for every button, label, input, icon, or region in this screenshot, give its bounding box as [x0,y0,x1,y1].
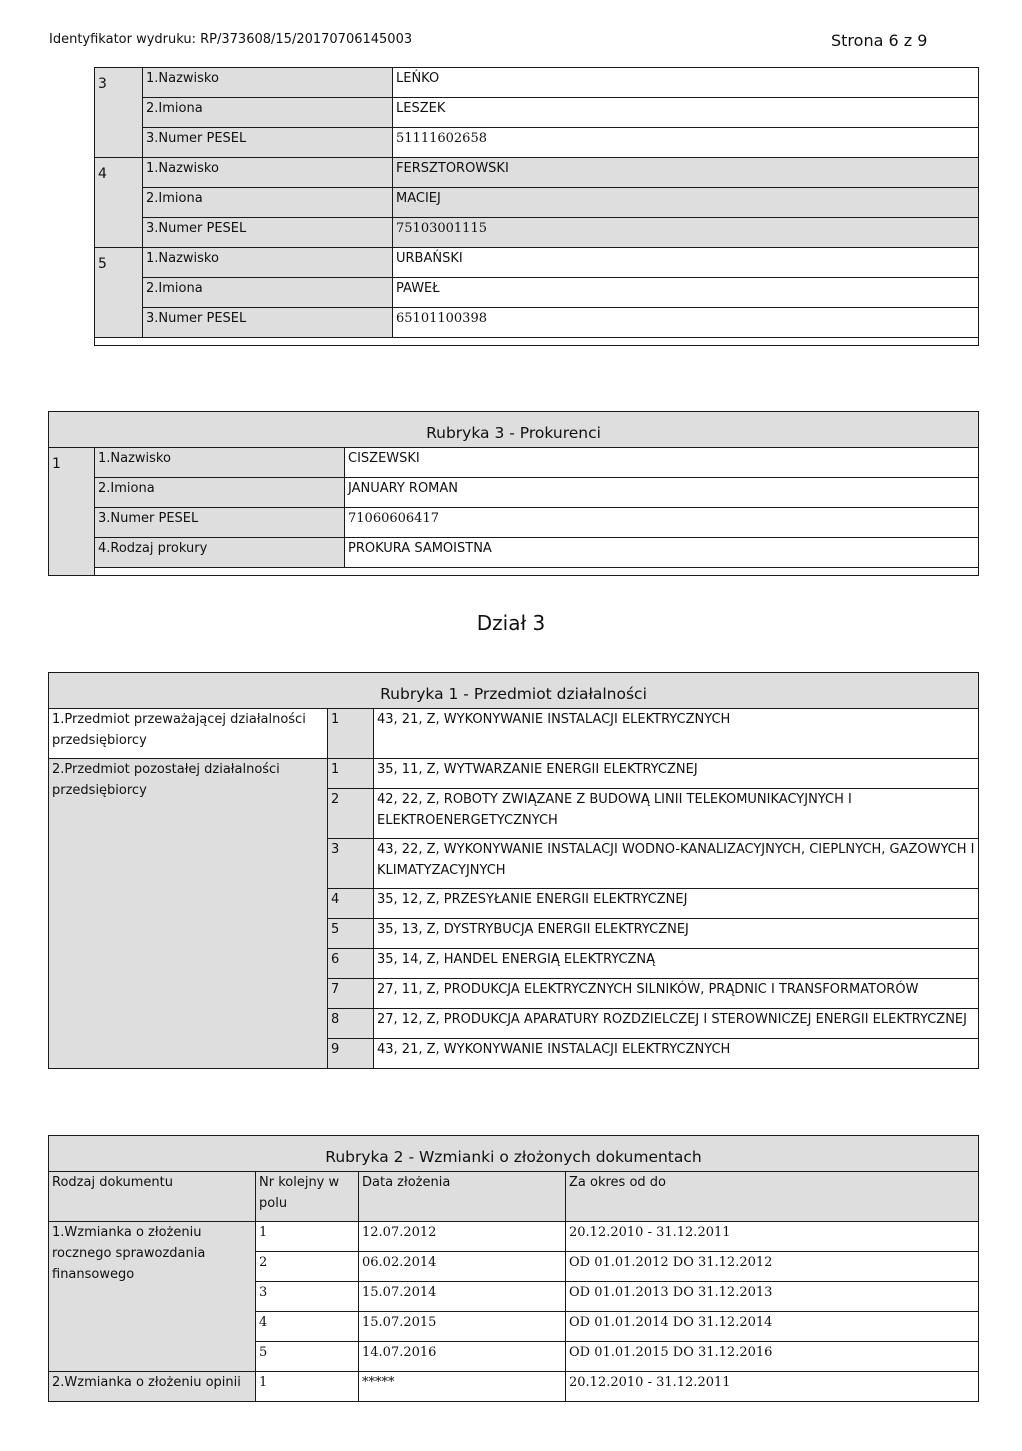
person-number: 3 [95,68,143,158]
filing-date: 06.02.2014 [359,1252,566,1282]
page-number: Strona 6 z 9 [831,31,928,50]
section-heading: Rubryka 2 - Wzmianki o złożonych dokumentach [49,1136,979,1172]
field-value: JANUARY ROMAN [345,478,979,508]
row-number: 2 [328,789,374,839]
column-header: Data złożenia [359,1172,566,1222]
przedmiot-table [48,672,979,1069]
field-label: 3.Numer PESEL [143,128,393,158]
row-number: 2 [256,1252,359,1282]
table-footer-row [49,568,979,576]
person-3 [95,68,979,158]
field-value: PROKURA SAMOISTNA [345,538,979,568]
print-identifier: Identyfikator wydruku: RP/373608/15/20170706145003 [49,32,413,47]
period: 20.12.2010 - 31.12.2011 [566,1222,979,1252]
activity-text: 27, 11, Z, PRODUKCJA ELEKTRYCZNYCH SILNIKÓW, PRĄDNIC I TRANSFORMATORÓW [374,979,979,1009]
row-number: 1 [256,1372,359,1402]
row-number: 3 [328,839,374,889]
section-heading: Rubryka 3 - Prokurenci [49,412,979,448]
wzmianki-table [48,1135,979,1402]
person-number: 4 [95,158,143,248]
row-number: 1 [328,709,374,759]
period: 20.12.2010 - 31.12.2011 [566,1372,979,1402]
activity-text: 35, 13, Z, DYSTRYBUCJA ENERGII ELEKTRYCZNEJ [374,919,979,949]
activity-text: 27, 12, Z, PRODUKCJA APARATURY ROZDZIELCZEJ I STEROWNICZEJ ENERGII ELEKTRYCZNEJ [374,1009,979,1039]
section-heading: Rubryka 1 - Przedmiot działalności [49,673,979,709]
field-label: 1.Nazwisko [143,68,393,98]
filing-date: 15.07.2015 [359,1312,566,1342]
document-type-label: 2.Wzmianka o złożeniu opinii [49,1372,256,1402]
field-label: 2.Imiona [143,98,393,128]
section-title: Dział 3 [476,611,546,635]
names-value: LESZEK [393,98,979,128]
row-number: 8 [328,1009,374,1039]
field-label: 4.Rodzaj prokury [95,538,345,568]
row-number: 9 [328,1039,374,1069]
spacer-cell [95,338,979,346]
field-label: 3.Numer PESEL [143,308,393,338]
row-number: 5 [328,919,374,949]
period: OD 01.01.2015 DO 31.12.2016 [566,1342,979,1372]
filing-date: 12.07.2012 [359,1222,566,1252]
surname-value: URBAŃSKI [393,248,979,278]
prokurent-number: 1 [49,448,95,576]
field-label: 3.Numer PESEL [95,508,345,538]
other-activity-label: 2.Przedmiot pozostałej działalności przedsiębiorcy [49,759,328,1069]
activity-text: 42, 22, Z, ROBOTY ZWIĄZANE Z BUDOWĄ LINII TELEKOMUNIKACYJNYCH I ELEKTROENERGETYCZNYCH [374,789,979,839]
row-number: 4 [328,889,374,919]
field-label: 1.Nazwisko [143,158,393,188]
activity-text: 35, 11, Z, WYTWARZANIE ENERGII ELEKTRYCZNEJ [374,759,979,789]
row-number: 4 [256,1312,359,1342]
pesel-value: 65101100398 [393,308,979,338]
row-number: 7 [328,979,374,1009]
row-number: 6 [328,949,374,979]
activity-text: 43, 22, Z, WYKONYWANIE INSTALACJI WODNO-KANALIZACYJNYCH, CIEPLNYCH, GAZOWYCH I KLIMATYZACYJNYCH [374,839,979,889]
field-label: 1.Nazwisko [95,448,345,478]
filing-date: 15.07.2014 [359,1282,566,1312]
pesel-value: 75103001115 [393,218,979,248]
activity-text: 43, 21, Z, WYKONYWANIE INSTALACJI ELEKTRYCZNYCH [374,1039,979,1069]
spacer-cell [95,568,979,576]
field-value: 71060606417 [345,508,979,538]
field-label: 2.Imiona [95,478,345,508]
column-header-row [49,1172,979,1222]
column-header: Rodzaj dokumentu [49,1172,256,1222]
column-header: Za okres od do [566,1172,979,1222]
person-4 [95,158,979,248]
names-value: PAWEŁ [393,278,979,308]
field-label: 1.Nazwisko [143,248,393,278]
column-header: Nr kolejny w polu [256,1172,359,1222]
table-row [49,1222,979,1252]
filing-date: ***** [359,1372,566,1402]
main-activity-label: 1.Przedmiot przeważającej działalności przedsiębiorcy [49,709,328,759]
person-5 [95,248,979,338]
activity-text: 35, 14, Z, HANDEL ENERGIĄ ELEKTRYCZNĄ [374,949,979,979]
activity-text: 43, 21, Z, WYKONYWANIE INSTALACJI ELEKTRYCZNYCH [374,709,979,759]
row-number: 3 [256,1282,359,1312]
field-value: CISZEWSKI [345,448,979,478]
prokurenci-table [48,411,979,576]
surname-value: FERSZTOROWSKI [393,158,979,188]
period: OD 01.01.2014 DO 31.12.2014 [566,1312,979,1342]
table-row [49,1372,979,1402]
document-type-label: 1.Wzmianka o złożeniu rocznego sprawozdania finansowego [49,1222,256,1372]
field-label: 2.Imiona [143,188,393,218]
field-label: 2.Imiona [143,278,393,308]
row-number: 1 [256,1222,359,1252]
person-number: 5 [95,248,143,338]
filing-date: 14.07.2016 [359,1342,566,1372]
surname-value: LEŃKO [393,68,979,98]
table-footer-row [95,338,979,346]
period: OD 01.01.2013 DO 31.12.2013 [566,1282,979,1312]
activity-text: 35, 12, Z, PRZESYŁANIE ENERGII ELEKTRYCZNEJ [374,889,979,919]
names-value: MACIEJ [393,188,979,218]
field-label: 3.Numer PESEL [143,218,393,248]
row-number: 5 [256,1342,359,1372]
pesel-value: 51111602658 [393,128,979,158]
period: OD 01.01.2012 DO 31.12.2012 [566,1252,979,1282]
persons-table [94,67,979,346]
row-number: 1 [328,759,374,789]
